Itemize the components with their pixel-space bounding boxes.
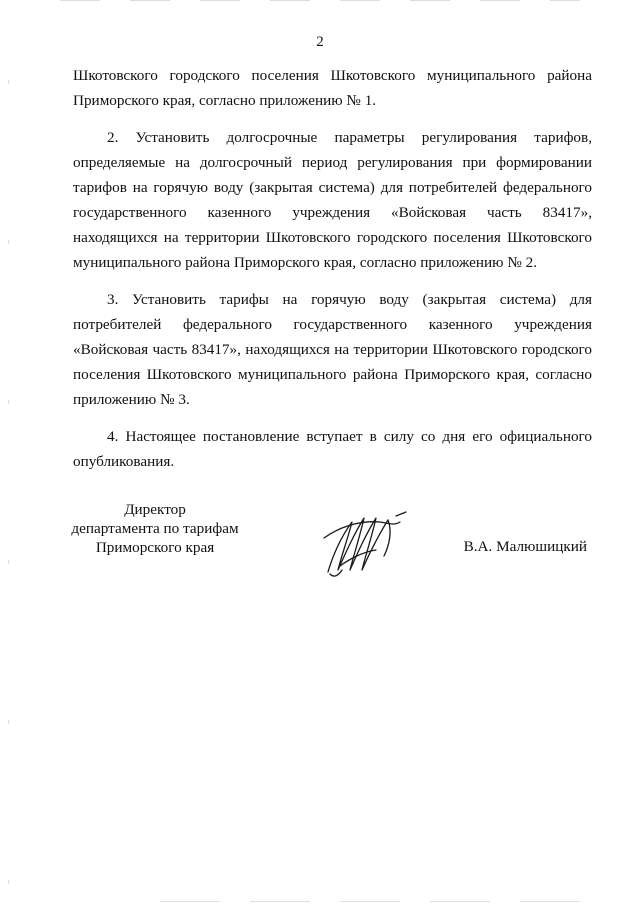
page-number: 2	[316, 34, 324, 50]
signatory-title-line-3: Приморского края	[95, 539, 215, 556]
signatory-title-line-1: Директор	[124, 501, 186, 518]
paragraph-item-3: 3. Установить тарифы на горячую воду (закрытая система) для потребителей федерального государственного казенного учреждения «Войсковая часть 83417», находящихся на территории Шкотовского городского поселения Шкотовского муниципального района Приморского края, согласно приложению № 3.	[73, 291, 592, 408]
paragraph-item-2: 2. Установить долгосрочные параметры регулирования тарифов, определяемые на долгосрочный период регулирования при формировании тарифов на горячую воду (закрытая система) для потребителей федерального государственного казенного учреждения «Войсковая часть 83417», находящихся на территории Шкотовского городского поселения Шкотовского муниципального района Приморского края, согласно приложению № 2.	[73, 129, 592, 271]
scan-edge-top	[60, 0, 580, 1]
signatory-title	[60, 500, 250, 557]
scan-edge-bottom	[160, 901, 600, 902]
signatory-title-line-2: департамента по тарифам	[71, 520, 239, 537]
document-body	[73, 63, 592, 474]
paragraph-item-4: 4. Настоящее постановление вступает в силу со дня его официального опубликования.	[73, 428, 592, 470]
handwritten-signature	[318, 508, 414, 580]
paragraph-continuation: Шкотовского городского поселения Шкотовского муниципального района Приморского края, согласно приложению № 1.	[73, 67, 592, 109]
scan-edge-left	[8, 0, 9, 905]
signer-name: В.А. Малюшицкий	[463, 538, 587, 555]
